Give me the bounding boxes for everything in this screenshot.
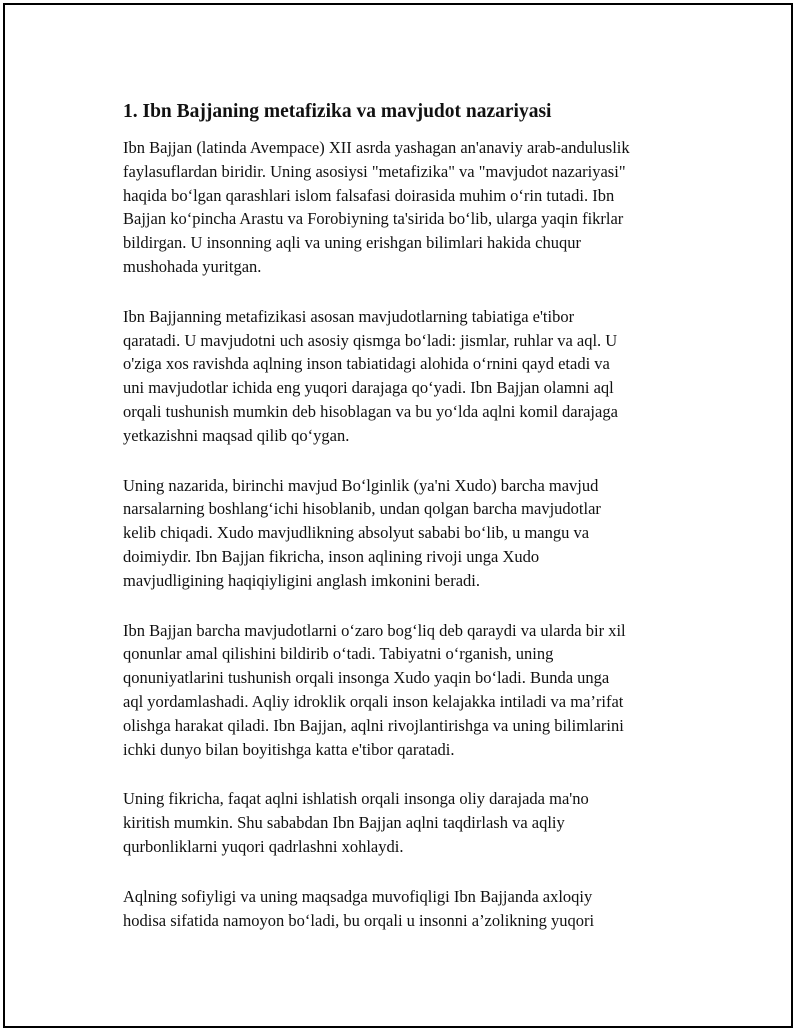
text-line: Ibn Bajjan barcha mavjudotlarni o‘zaro bog‘liq deb qaraydi va ularda bir xil [123,620,626,640]
text-line: narsalarning boshlang‘ichi hisoblanib, undan qolgan barcha mavjudotlar [123,499,601,519]
text-line: kiritish mumkin. Shu sababdan Ibn Bajjan aqlni taqdirlash va aqliy [123,813,565,833]
text-line: Bajjan ko‘pincha Arastu va Forobiyning ta'sirida bo‘lib, ularga yaqin fikrlar [123,209,624,229]
paragraph-5 [123,787,708,858]
text-line: o'ziga xos ravishda aqlning inson tabiatidagi alohida o‘rnini qayd etadi va [123,354,610,374]
text-line: Ibn Bajjan (latinda Avempace) XII asrda yashagan an'anaviy arab-anduluslik [123,138,630,157]
section-heading: 1. Ibn Bajjaning metafizika va mavjudot nazariyasi [123,101,552,122]
text-line: ichki dunyo bilan boyitishga katta e'tibor qaratadi. [123,739,455,759]
text-line: mushohada yuritgan. [123,256,262,276]
text-line: Uning fikricha, faqat aqlni ishlatish orqali insonga oliy darajada ma'no [123,789,589,809]
paragraph-3 [123,474,708,593]
text-line: olishga harakat qiladi. Ibn Bajjan, aqlni rivojlantirishga va uning bilimlarini [123,715,624,735]
text-line: aql yordamlashadi. Aqliy idroklik orqali inson kelajakka intiladi va ma’rifat [123,691,624,711]
paragraph-6 [123,885,708,933]
text-line: qurbonliklarni yuqori qadrlashni xohlaydi. [123,836,404,856]
page-frame [3,3,793,1028]
paragraph-1 [123,136,708,279]
text-line: Ibn Bajjanning metafizikasi asosan mavjudotlarning tabiatiga e'tibor [123,306,575,326]
paragraph-2 [123,305,708,448]
text-line: qaratadi. U mavjudotni uch asosiy qismga bo‘ladi: jismlar, ruhlar va aql. U [123,330,618,350]
document-body [123,99,708,958]
text-line: Uning nazarida, birinchi mavjud Bo‘lginlik (ya'ni Xudo) barcha mavjud [123,475,599,495]
text-line: bildirgan. U insonning aqli va uning erishgan bilimlari hakida chuqur [123,233,581,253]
text-line: Aqlning sofiyligi va uning maqsadga muvofiqligi Ibn Bajjanda axloqiy [123,886,593,906]
text-line: yetkazishni maqsad qilib qo‘ygan. [123,425,350,445]
text-line: uni mavjudotlar ichida eng yuqori darajaga qo‘yadi. Ibn Bajjan olamni aql [123,378,614,398]
text-line: doimiydir. Ibn Bajjan fikricha, inson aqlining rivoji unga Xudo [123,546,540,566]
paragraph-4 [123,619,708,762]
text-line: hodisa sifatida namoyon bo‘ladi, bu orqali u insonni a’zolikning yuqori [123,910,595,930]
text-line: orqali tushunish mumkin deb hisoblagan va bu yo‘lda aqlni komil darajaga [123,401,618,421]
text-line: qonunlar amal qilishini bildirib o‘tadi. Tabiyatni o‘rganish, uning [123,644,554,664]
text-line: mavjudligining haqiqiyligini anglash imkonini beradi. [123,570,480,590]
text-line: haqida bo‘lgan qarashlari islom falsafasi doirasida muhim o‘rin tutadi. Ibn [123,185,615,205]
text-line: kelib chiqadi. Xudo mavjudlikning absolyut sababi bo‘lib, u mangu va [123,523,590,543]
text-line: qonuniyatlarini tushunish orqali insonga Xudo yaqin bo‘ladi. Bunda unga [123,668,610,688]
text-line: faylasuflardan biridir. Uning asosiysi "metafizika" va "mavjudot nazariyasi" [123,161,626,181]
